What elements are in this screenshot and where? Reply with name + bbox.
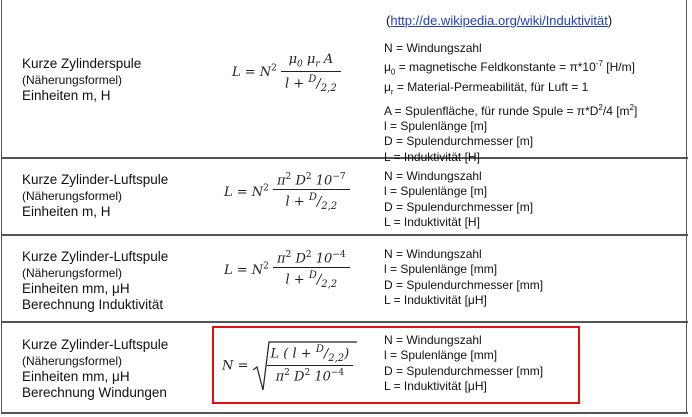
- row4-formula: N = $\frac{L ( l + ^D/_{2,2})}{\pi^2 D^2 10^{-4}}$: [222, 340, 357, 392]
- row2-variables: [384, 169, 533, 230]
- row4-variables: [384, 333, 543, 394]
- var-line: N = Windungszahl: [384, 333, 482, 347]
- row1-units: Einheiten m, H: [22, 88, 111, 103]
- row4-title-block: [22, 337, 168, 401]
- row4-subtitle: (Näherungsformel): [22, 354, 123, 368]
- row2-title-block: [22, 172, 168, 220]
- row3-subtitle: (Näherungsformel): [22, 266, 123, 280]
- row-divider: [2, 321, 688, 323]
- var-line: N = Windungszahl: [384, 169, 482, 183]
- row3-title-block: [22, 249, 168, 313]
- wikipedia-link-line: [386, 13, 612, 28]
- row2-title: Kurze Zylinder-Luftspule: [22, 172, 169, 187]
- link-close-paren: ): [607, 13, 613, 28]
- row3-title: Kurze Zylinder-Luftspule: [22, 249, 169, 264]
- sqrt-symbol: $\frac{L ( l + ^D/_{2,2})}{\pi^2 D^2 10^{-4}}$: [253, 340, 357, 392]
- row1-subtitle: (Näherungsformel): [22, 73, 123, 87]
- var-line: L = Induktivität [H]: [384, 214, 480, 229]
- row2-units: Einheiten m, H: [22, 204, 111, 219]
- row3-extra: Berechnung Induktivität: [22, 297, 164, 312]
- wikipedia-link[interactable]: http://de.wikipedia.org/wiki/Induktivität: [390, 13, 608, 28]
- var-line: $\mu_0$ = magnetische Feldkonstante = $\pi*10^{-7}$ [H/m]: [384, 59, 635, 77]
- var-line: D = Spulendurchmesser [mm]: [384, 277, 544, 292]
- row3-variables: [384, 247, 543, 308]
- row1-formula: $L = N^2$ $\frac{\mu_0 \mu_r A}{l + ^D/_{2,2}}$: [232, 52, 341, 94]
- var-line: l = Spulenlänge [mm]: [384, 262, 498, 277]
- var-line: D = Spulendurchmesser [m]: [384, 134, 534, 149]
- var-line: D = Spulendurchmesser [m]: [384, 199, 534, 214]
- var-line: L = Induktivität [H]: [384, 149, 480, 164]
- row1-variables: [384, 41, 637, 165]
- row2-formula: $L = N^2$ $\frac{\pi^2 D^2 10^{-7}}{l + ^D/_{2,2}}$: [224, 172, 350, 212]
- var-line: L = Induktivität [μH]: [384, 292, 487, 307]
- var-line: A = Spulenfläche, für runde Spule = $\pi*D^2/4$ $[m^2]$: [384, 102, 638, 118]
- var-line: D = Spulendurchmesser [mm]: [384, 363, 544, 378]
- var-line: l = Spulenlänge [m]: [384, 184, 488, 199]
- row4-units: Einheiten mm, μH: [22, 369, 130, 384]
- var-line: L = Induktivität [μH]: [384, 378, 487, 393]
- row1-title-block: [22, 56, 141, 104]
- row2-subtitle: (Näherungsformel): [22, 189, 123, 203]
- link-open-paren: (: [386, 13, 391, 28]
- var-line: N = Windungszahl: [384, 247, 482, 261]
- row4-title: Kurze Zylinder-Luftspule: [22, 337, 169, 352]
- var-line: $\mu_r$ = Material-Permeabilität, für Luft = 1: [384, 79, 589, 97]
- var-line: l = Spulenlänge [mm]: [384, 348, 498, 363]
- row1-title: Kurze Zylinderspule: [22, 56, 142, 71]
- row-divider: [2, 234, 688, 236]
- var-line: l = Spulenlänge [m]: [384, 118, 488, 133]
- row3-units: Einheiten mm, μH: [22, 281, 130, 296]
- row4-extra: Berechnung Windungen: [22, 385, 167, 400]
- var-line: N = Windungszahl: [384, 41, 482, 55]
- row-divider: [2, 412, 688, 414]
- row3-formula: $L = N^2$ $\frac{\pi^2 D^2 10^{-4}}{l + ^D/_{2,2}}$: [224, 250, 350, 290]
